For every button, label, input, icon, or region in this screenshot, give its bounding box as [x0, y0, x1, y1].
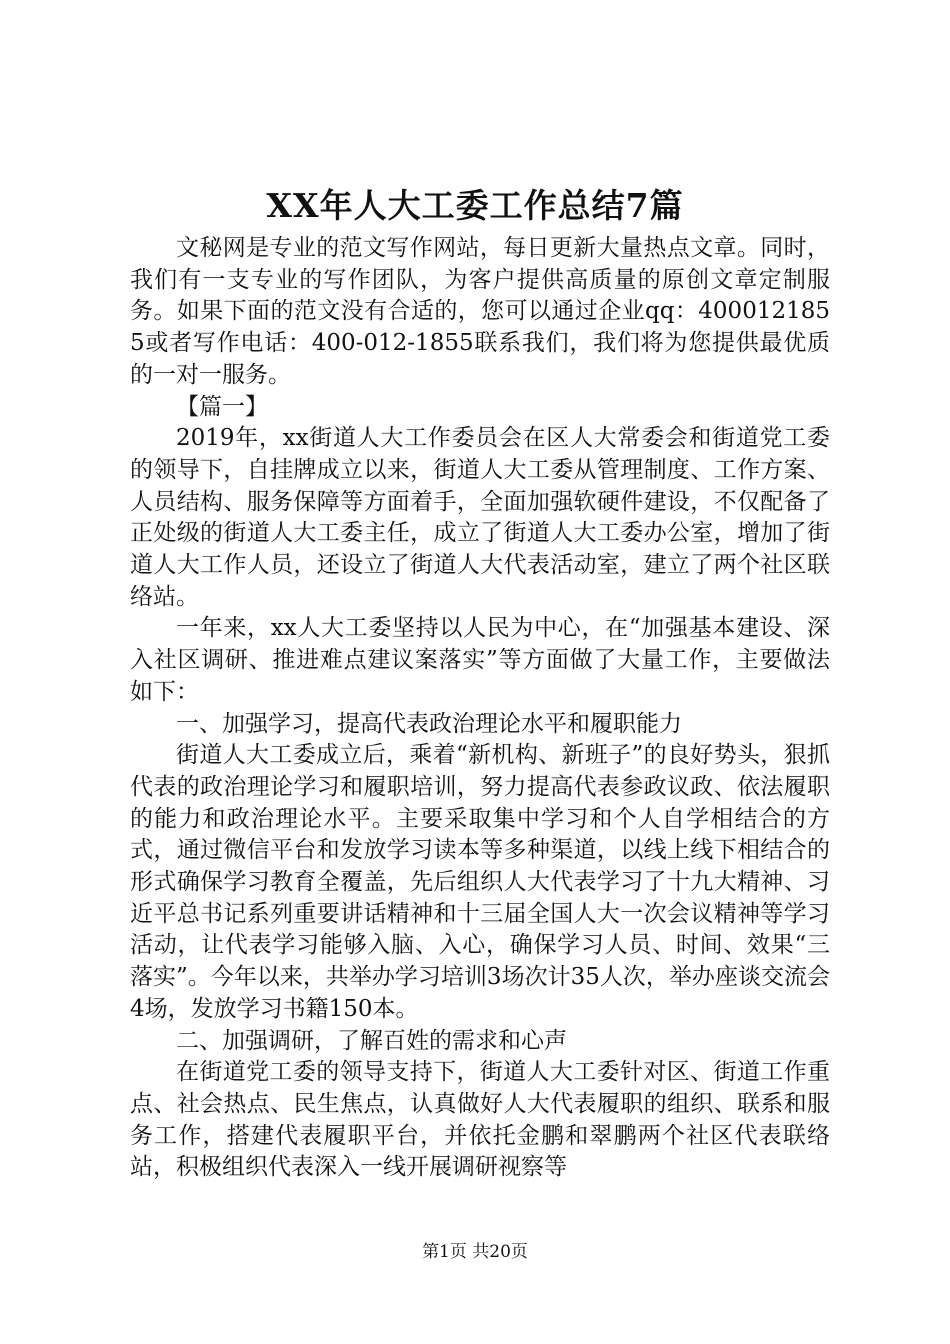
section-heading-part-one: 【篇一】: [176, 393, 268, 420]
paragraph: 在街道党工委的领导支持下，街道人大工委针对区、街道工作重点、社会热点、民生焦点，认真做好人大代表履职的组织、联系和服务工作，搭建代表履职平台，并依托金鹏和翠鹏两个社区代表联络站，积极组织代表深入一线开展调研视察等: [130, 1059, 830, 1181]
paragraph: 街道人大工委成立后，乘着“新机构、新班子”的良好势头，狠抓代表的政治理论学习和履职培训，努力提高代表参政议政、依法履职的能力和政治理论水平。主要采取集中学习和个人自学相结合的方式，通过微信平台和发放学习读本等多种渠道，以线上线下相结合的形式确保学习教育全覆盖，先后组织人大代表学习了十九大精神、习近平总书记系列重要讲话精神和十三届全国人大一次会议精神等学习活动，让代表学习能够入脑、入心，确保学习人员、时间、效果“三落实”。今年以来，共举办学习培训3场次计35人次，举办座谈交流会4场，发放学习书籍150本。: [130, 742, 830, 1022]
paragraph: 一年来，xx人大工委坚持以人民为中心，在“加强基本建设、深入社区调研、推进难点建议案落实”等方面做了大量工作，主要做法如下：: [130, 615, 830, 705]
document-title: XX年人大工委工作总结7篇: [266, 186, 684, 225]
page-footer: 第1页 共20页: [422, 1242, 528, 1262]
paragraph: 2019年，xx街道人大工作委员会在区人大常委会和街道党工委的领导下，自挂牌成立以来，街道人大工委从管理制度、工作方案、人员结构、服务保障等方面着手，全面加强软硬件建设，不仅配备了正处级的街道人大工委主任，成立了街道人大工委办公室，增加了街道人大工作人员，还设立了街道人大代表活动室，建立了两个社区联络站。: [130, 425, 830, 610]
paragraph-intro: 文秘网是专业的范文写作网站，每日更新大量热点文章。同时，我们有一支专业的写作团队，为客户提供高质量的原创文章定制服务。如果下面的范文没有合适的，您可以通过企业qq：4000121855或者写作电话：400-012-1855联系我们，我们将为您提供最优质的一对一服务。: [130, 235, 830, 388]
subheading-research: 二、加强调研，了解百姓的需求和心声: [176, 1027, 567, 1054]
document-body: [130, 233, 830, 1184]
subheading-study: 一、加强学习，提高代表政治理论水平和履职能力: [176, 710, 682, 737]
